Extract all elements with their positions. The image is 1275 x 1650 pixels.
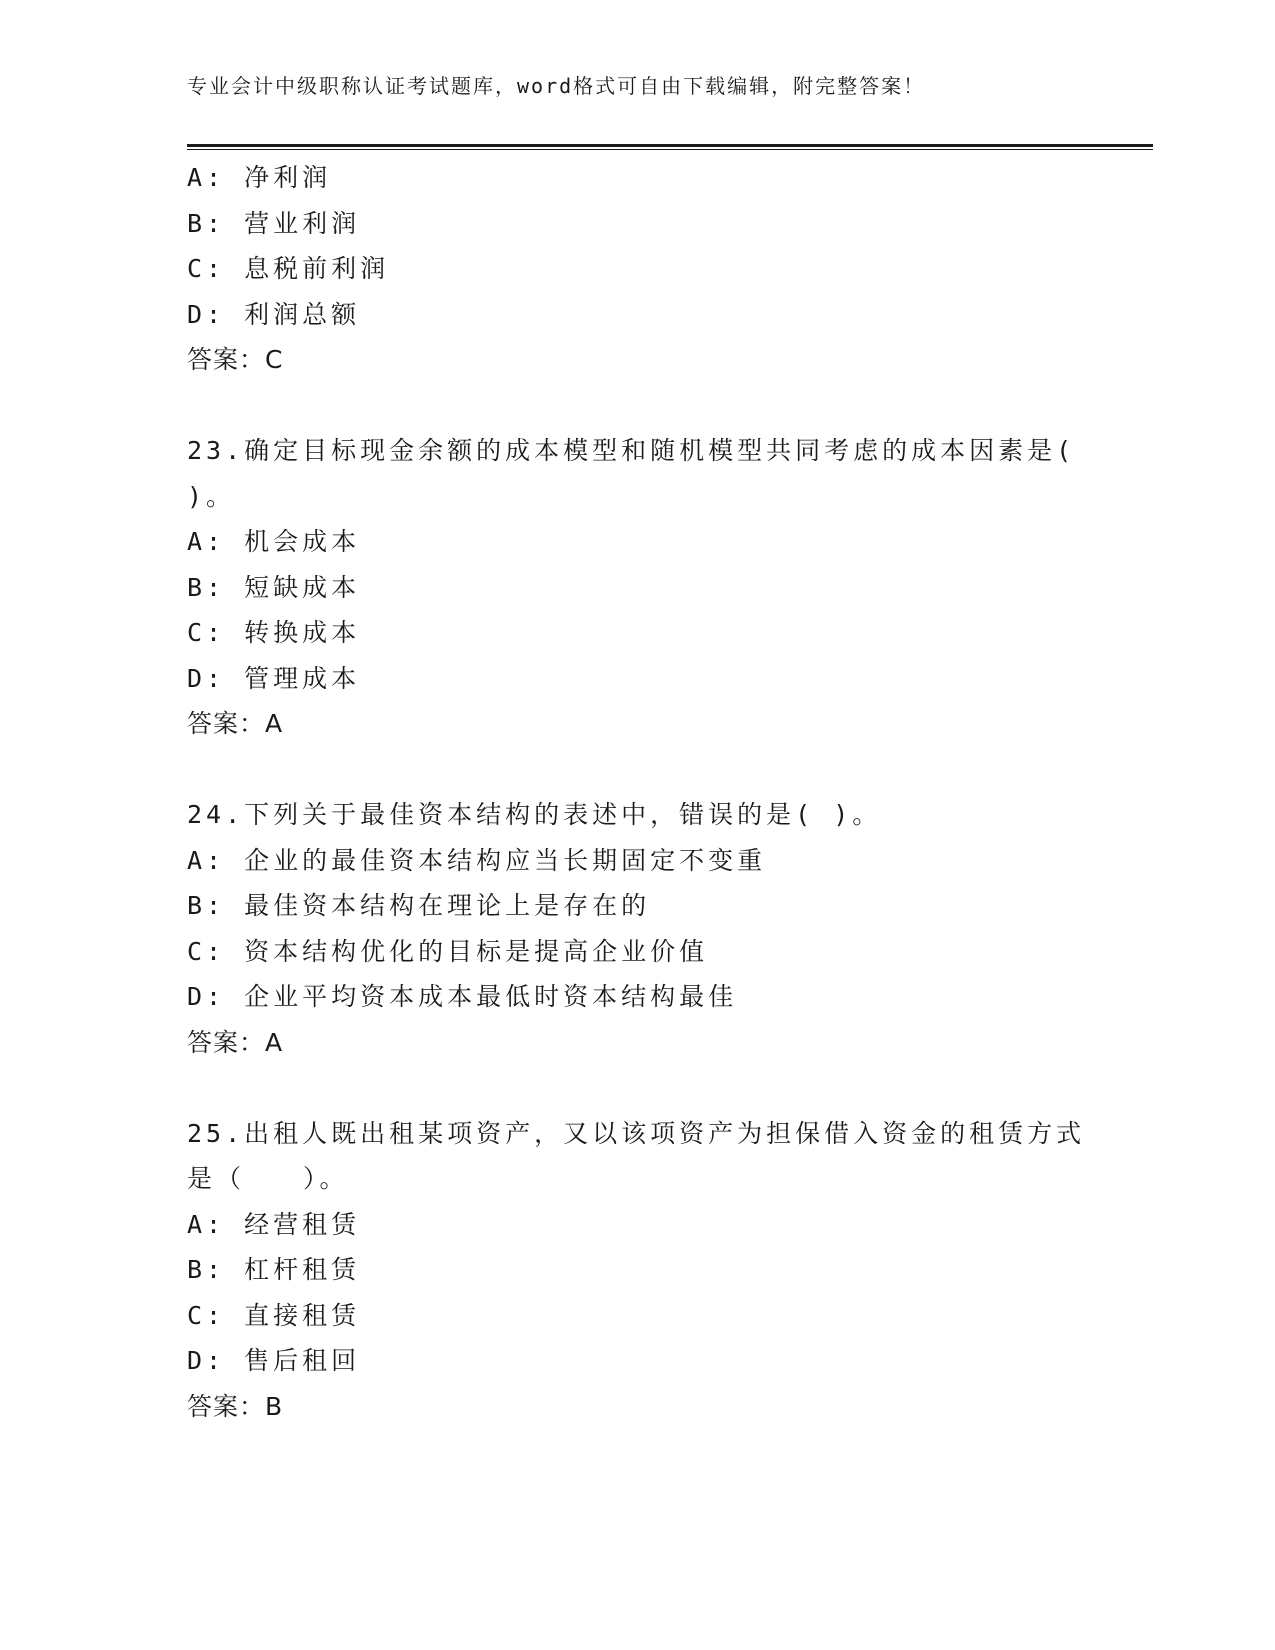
option-d: D: 管理成本 bbox=[187, 663, 361, 693]
question-text-line-1: 23.确定目标现金余额的成本模型和随机模型共同考虑的成本因素是( bbox=[187, 436, 1076, 465]
option-a: A: 企业的最佳资本结构应当长期固定不变重 bbox=[187, 845, 767, 875]
answer: 答案：B bbox=[187, 1391, 284, 1421]
question-block-23 bbox=[187, 428, 1087, 747]
option-c: C: 息税前利润 bbox=[187, 254, 390, 283]
option-c: C: 转换成本 bbox=[187, 618, 361, 647]
option-c: C: 直接租赁 bbox=[187, 1300, 361, 1330]
question-block-22 bbox=[187, 155, 1087, 383]
option-a: A: 净利润 bbox=[187, 163, 332, 192]
option-b: B: 杠杆租赁 bbox=[187, 1255, 361, 1284]
page-header: 专业会计中级职称认证考试题库，word格式可自由下载编辑，附完整答案！ bbox=[187, 74, 926, 98]
question-block-25 bbox=[187, 1111, 1087, 1430]
option-b: B: 短缺成本 bbox=[187, 572, 361, 602]
option-c: C: 资本结构优化的目标是提高企业价值 bbox=[187, 936, 709, 966]
option-d: D: 企业平均资本成本最低时资本结构最佳 bbox=[187, 982, 738, 1011]
option-a: A: 经营租赁 bbox=[187, 1209, 361, 1239]
question-text-line-2: 是（ ）。 bbox=[187, 1164, 349, 1193]
question-text-line-1: 25.出租人既出租某项资产，又以该项资产为担保借入资金的租赁方式 bbox=[187, 1118, 1086, 1148]
header-rule-thick bbox=[187, 144, 1153, 147]
question-list bbox=[187, 155, 1087, 1429]
option-d: D: 利润总额 bbox=[187, 299, 361, 329]
answer: 答案：A bbox=[187, 1027, 284, 1057]
question-text-line-2: )。 bbox=[187, 481, 236, 511]
option-b: B: 最佳资本结构在理论上是存在的 bbox=[187, 891, 651, 920]
question-block-24 bbox=[187, 792, 1087, 1065]
question-text-line-1: 24.下列关于最佳资本结构的表述中，错误的是( )。 bbox=[187, 800, 882, 829]
option-a: A: 机会成本 bbox=[187, 527, 361, 556]
header-rule-thin bbox=[187, 149, 1153, 150]
answer: 答案：C bbox=[187, 345, 284, 374]
option-b: B: 营业利润 bbox=[187, 208, 361, 238]
option-d: D: 售后租回 bbox=[187, 1346, 361, 1375]
answer: 答案：A bbox=[187, 709, 284, 738]
